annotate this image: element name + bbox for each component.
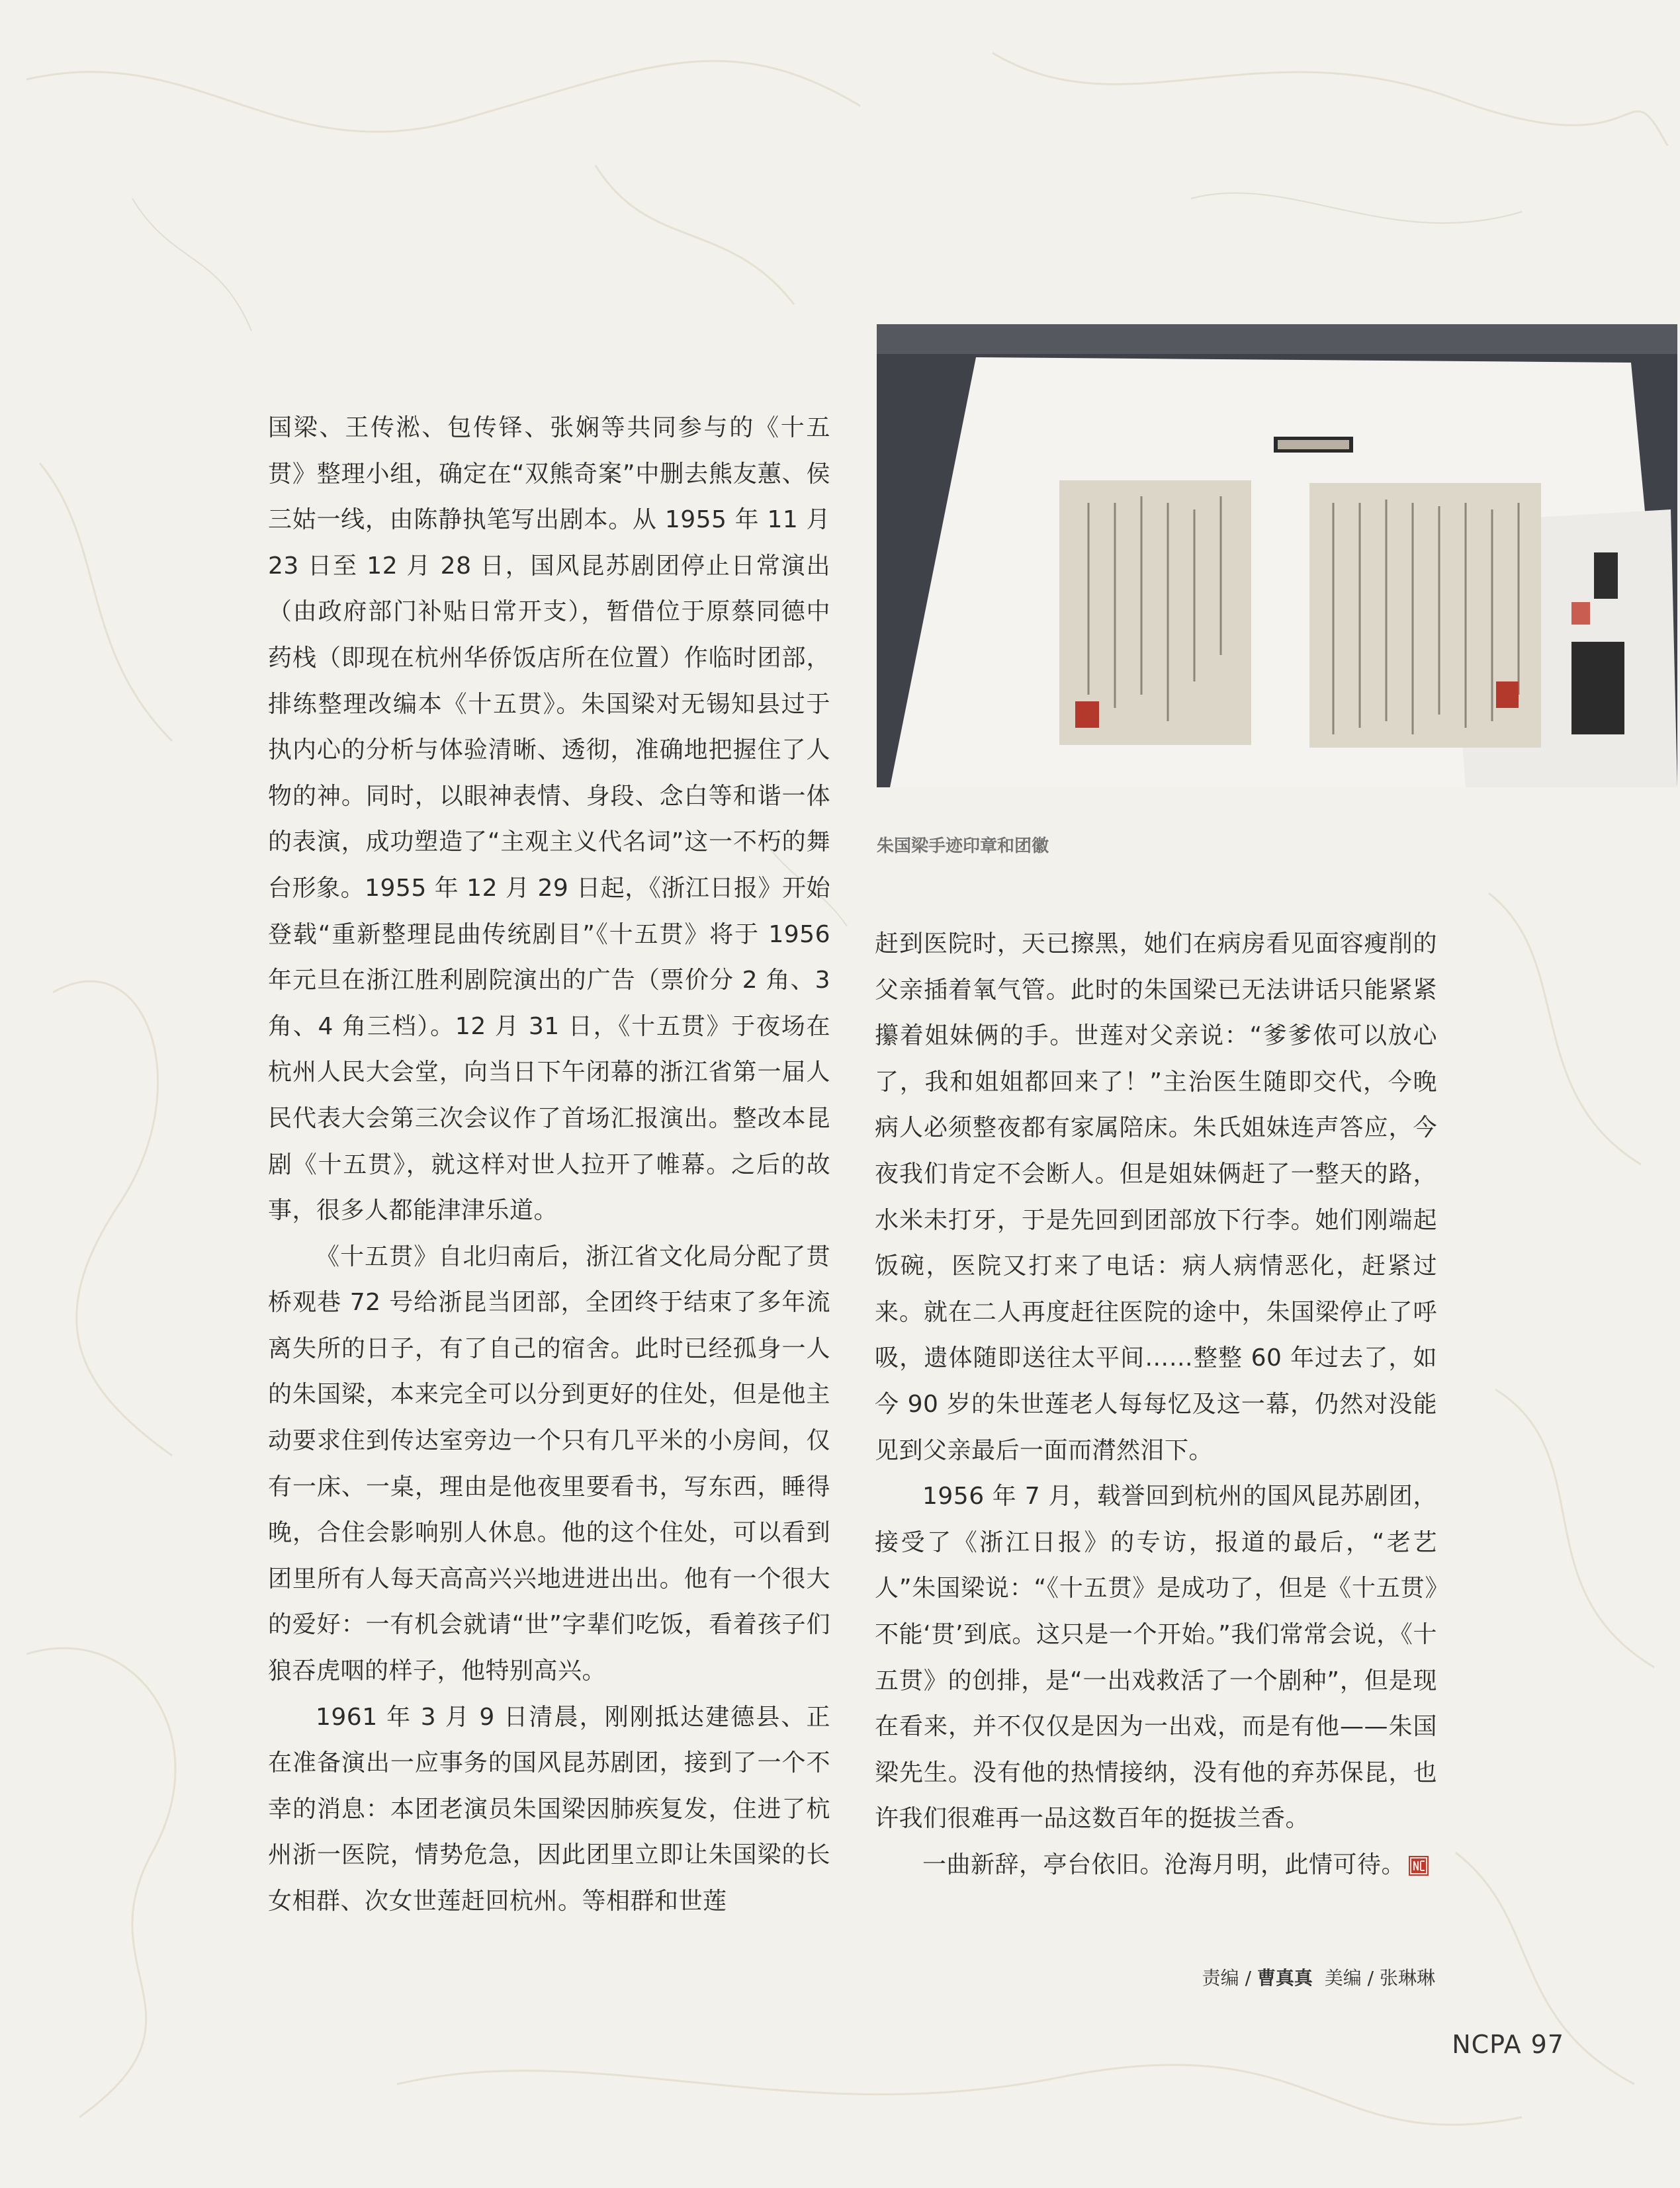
manuscript-photo bbox=[877, 324, 1677, 787]
photo-caption: 朱国梁手迹印章和团徽 bbox=[877, 836, 1049, 856]
right-text-column bbox=[875, 921, 1437, 1888]
closing-line: 一曲新辞，亭台依旧。沧海月明，此情可待。 bbox=[922, 1851, 1406, 1878]
magazine-name: NCPA bbox=[1452, 2030, 1522, 2059]
right-paragraph-3 bbox=[875, 1842, 1437, 1888]
right-paragraph-2: 1956 年 7 月，载誉回到杭州的国风昆苏剧团，接受了《浙江日报》的专访，报道的最后，“老艺人”朱国梁说：“《十五贯》是成功了，但是《十五贯》不能‘贯’到底。这只是一个开始。”我们常常会说，《十五贯》的创排，是“一出戏救活了一个剧种”，但是现在看来，并不仅仅是因为一出戏，而是有他——朱国梁先生。没有他的热情接纳，没有他的弃苏保昆，也许我们很难再一品这数百年的挺拔兰香。 bbox=[875, 1483, 1437, 1833]
left-paragraph-2: 《十五贯》自北归南后，浙江省文化局分配了贯桥观巷 72 号给浙昆当团部，全团终于结束了多年流离失所的日子，有了自己的宿舍。此时已经孤身一人的朱国梁，本来完全可以分到更好的住处，但是他主动要求住到传达室旁边一个只有几平米的小房间，仅有一床、一桌，理由是他夜里要看书，写东西，睡得晚，合住会影响别人休息。他的这个住处，可以看到团里所有人每天高高兴兴地进进出出。他有一个很大的爱好：一有机会就请“世”字辈们吃饭，看着孩子们狼吞虎咽的样子，他特别高兴。 bbox=[268, 1243, 830, 1685]
left-text-column bbox=[268, 405, 830, 1925]
designer-label: 美编 / bbox=[1312, 1967, 1380, 1989]
designer-name: 张琳琳 bbox=[1379, 1967, 1435, 1989]
left-paragraph-1: 国梁、王传淞、包传铎、张娴等共同参与的《十五贯》整理小组，确定在“双熊奇案”中删去熊友蕙、侯三姑一线，由陈静执笔写出剧本。从 1955 年 11 月 23 日至 12 月 28 日，国风昆苏剧团停止日常演出（由政府部门补贴日常开支），暂借位于原蔡同德中药栈（即现在杭州华侨饭店所在位置）作临时团部，排练整理改编本《十五贯》。朱国梁对无锡知县过于执内心的分析与体验清晰、透彻，准确地把握住了人物的神。同时，以眼神表情、身段、念白等和谐一体的表演，成功塑造了“主观主义代名词”这一不朽的舞台形象。1955 年 12 月 29 日起，《浙江日报》开始登载“重新整理昆曲传统剧目”《十五贯》将于 1956 年元旦在浙江胜利剧院演出的广告（票价分 2 角、3 角、4 角三档）。12 月 31 日，《十五贯》于夜场在杭州人民大会堂，向当日下午闭幕的浙江省第一届人民代表大会第三次会议作了首场汇报演出。整改本昆剧《十五贯》，就这样对世人拉开了帷幕。之后的故事，很多人都能津津乐道。 bbox=[268, 414, 830, 1225]
right-paragraph-1: 赶到医院时，天已擦黑，她们在病房看见面容瘦削的父亲插着氧气管。此时的朱国梁已无法讲话只能紧紧攥着姐妹俩的手。世莲对父亲说：“爹爹侬可以放心了，我和姐姐都回来了！”主治医生随即交代，今晚病人必须整夜都有家属陪床。朱氏姐妹连声答应，今夜我们肯定不会断人。但是姐妹俩赶了一整天的路，水米未打牙，于是先回到团部放下行李。她们刚端起饭碗，医院又打来了电话：病人病情恶化，赶紧过来。就在二人再度赶往医院的途中，朱国梁停止了呼吸，遗体随即送往太平间……整整 60 年过去了，如今 90 岁的朱世莲老人每每忆及这一幕，仍然对没能见到父亲最后一面而潸然泪下。 bbox=[875, 930, 1437, 1464]
page-number: 97 bbox=[1530, 2030, 1564, 2059]
editor-name: 曹真真 bbox=[1257, 1967, 1313, 1989]
ncpa-seal-icon bbox=[1408, 1855, 1429, 1876]
left-paragraph-3: 1961 年 3 月 9 日清晨，刚刚抵达建德县、正在准备演出一应事务的国风昆苏剧团，接到了一个不幸的消息：本团老演员朱国梁因肺疾复发，住进了杭州浙一医院，情势危急，因此团里立即让朱国梁的长女相群、次女世莲赶回杭州。等相群和世莲 bbox=[268, 1703, 830, 1915]
page-footer bbox=[1452, 2030, 1564, 2059]
editor-credits bbox=[1202, 1964, 1435, 1990]
editor-label: 责编 / bbox=[1202, 1967, 1257, 1989]
